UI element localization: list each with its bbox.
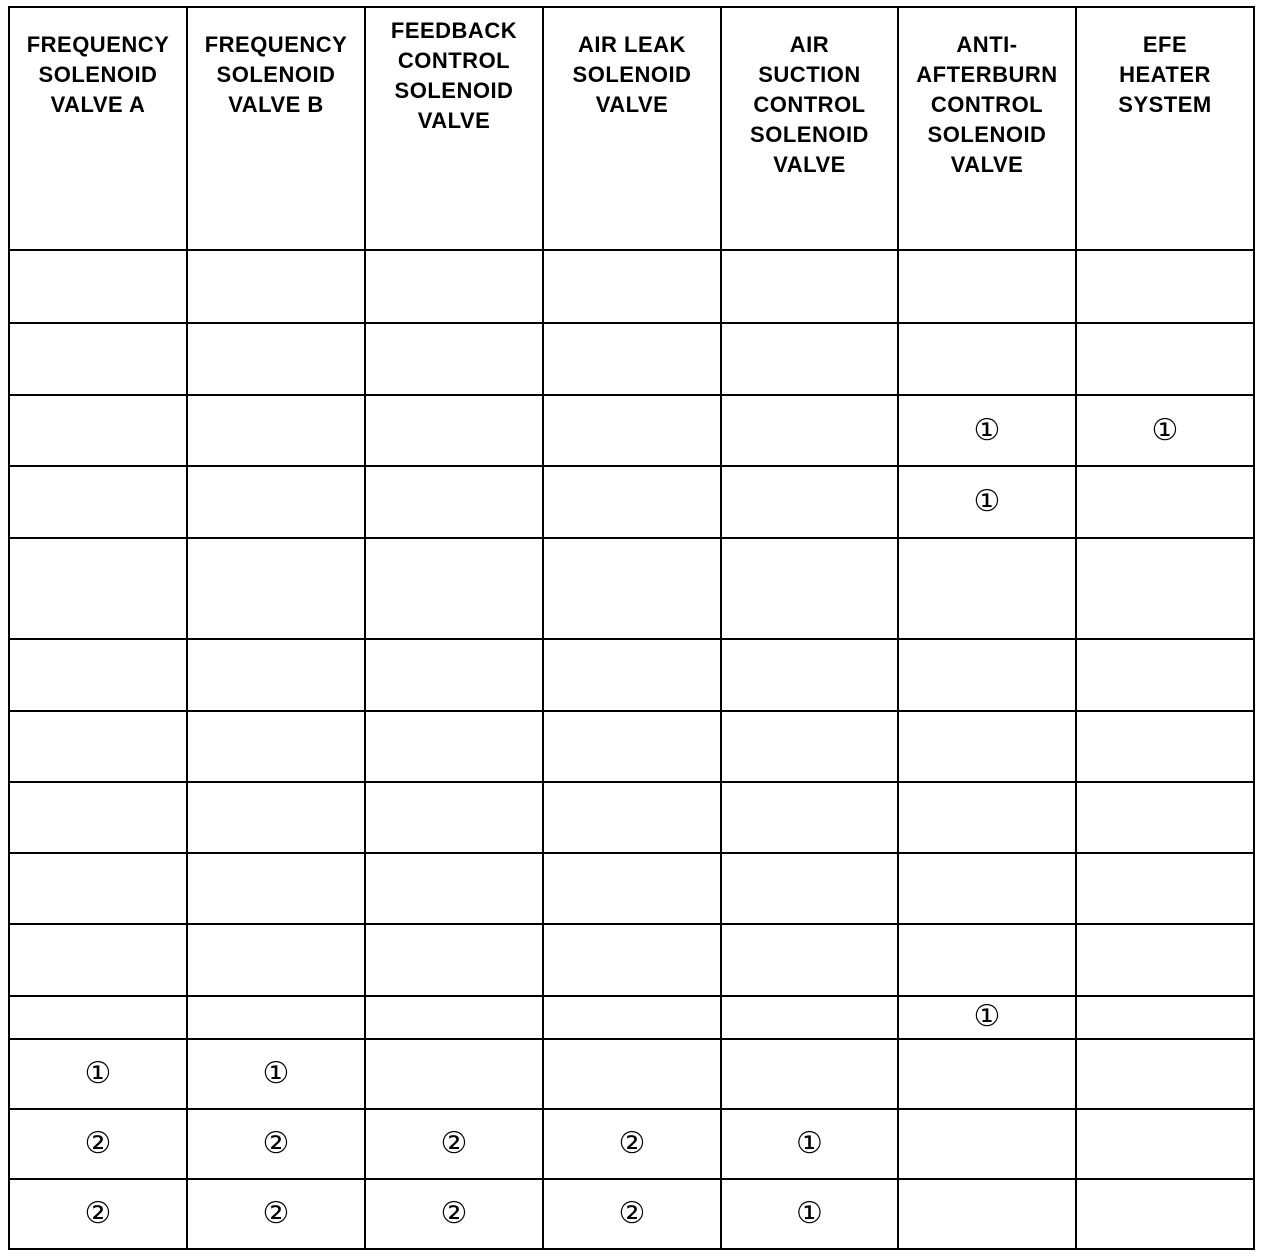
table-cell	[1076, 395, 1254, 466]
table-row	[9, 395, 1254, 466]
cell-mark: ②	[618, 1195, 646, 1231]
table-cell	[543, 924, 721, 996]
table-cell	[187, 1179, 365, 1249]
table-cell	[187, 395, 365, 466]
cell-mark: ①	[796, 1195, 823, 1231]
cell-mark: ②	[84, 1195, 112, 1231]
table-row	[9, 996, 1254, 1038]
table-cell	[898, 395, 1076, 466]
header-air-leak-solenoid-valve	[543, 7, 721, 250]
table-cell	[898, 323, 1076, 395]
table-cell	[898, 853, 1076, 924]
cell-mark: ①	[84, 1055, 112, 1091]
table-cell	[9, 323, 187, 395]
table-cell	[9, 466, 187, 537]
table-cell	[9, 250, 187, 323]
header-label: FEEDBACK CONTROL SOLENOID VALVE	[390, 18, 518, 133]
table-cell	[365, 853, 543, 924]
table-cell	[187, 466, 365, 537]
solenoid-valve-table	[8, 6, 1255, 1250]
table-cell	[9, 395, 187, 466]
header-label: AIR LEAK SOLENOID VALVE	[572, 32, 692, 117]
cell-mark: ①	[973, 483, 1001, 519]
table-cell	[898, 996, 1076, 1038]
table-cell	[898, 782, 1076, 853]
table-cell	[898, 711, 1076, 782]
cell-mark: ①	[1151, 412, 1179, 448]
cell-mark: ②	[84, 1125, 112, 1161]
table-cell	[1076, 1179, 1254, 1249]
cell-mark: ②	[440, 1195, 468, 1231]
table-cell	[721, 782, 898, 853]
table-cell	[543, 1179, 721, 1249]
cell-mark: ①	[796, 1125, 823, 1161]
table-row	[9, 853, 1254, 924]
table-cell	[898, 639, 1076, 711]
table-cell	[9, 711, 187, 782]
table-cell	[721, 250, 898, 323]
table-cell	[543, 323, 721, 395]
header-label: EFE HEATER SYSTEM	[1118, 32, 1212, 117]
table-cell	[898, 466, 1076, 537]
table-cell	[1076, 538, 1254, 639]
table-cell	[1076, 323, 1254, 395]
cell-mark: ②	[262, 1195, 290, 1231]
table-cell	[9, 996, 187, 1038]
table-cell	[721, 1109, 898, 1179]
table-cell	[898, 1179, 1076, 1249]
table-cell	[721, 1039, 898, 1109]
table-row	[9, 538, 1254, 639]
table-cell	[1076, 639, 1254, 711]
table-cell	[721, 538, 898, 639]
table-cell	[9, 639, 187, 711]
table-row	[9, 782, 1254, 853]
table-cell	[187, 323, 365, 395]
table-cell	[365, 1039, 543, 1109]
table-row	[9, 711, 1254, 782]
table-cell	[898, 1109, 1076, 1179]
table-cell	[187, 853, 365, 924]
table-cell	[365, 1109, 543, 1179]
table-row	[9, 323, 1254, 395]
table-cell	[9, 853, 187, 924]
table-cell	[1076, 924, 1254, 996]
header-label: AIR SUCTION CONTROL SOLENOID VALVE	[750, 32, 869, 177]
header-frequency-solenoid-valve-a	[9, 7, 187, 250]
table-cell	[365, 711, 543, 782]
table-cell	[1076, 782, 1254, 853]
header-label: FREQUENCY SOLENOID VALVE B	[204, 32, 348, 117]
table-cell	[365, 538, 543, 639]
table-cell	[721, 853, 898, 924]
table-cell	[1076, 996, 1254, 1038]
table-cell	[365, 250, 543, 323]
table-cell	[9, 782, 187, 853]
table-cell	[721, 639, 898, 711]
table-cell	[1076, 1109, 1254, 1179]
table-cell	[365, 639, 543, 711]
table-cell	[721, 1179, 898, 1249]
table-cell	[721, 466, 898, 537]
table-cell	[1076, 466, 1254, 537]
table-cell	[187, 639, 365, 711]
table-row	[9, 1179, 1254, 1249]
cell-mark: ②	[618, 1125, 646, 1161]
table-cell	[9, 1179, 187, 1249]
table-cell	[9, 538, 187, 639]
table-cell	[543, 538, 721, 639]
cell-mark: ②	[262, 1125, 290, 1161]
table-cell	[543, 711, 721, 782]
table-cell	[1076, 1039, 1254, 1109]
table-cell	[365, 466, 543, 537]
table-cell	[365, 782, 543, 853]
table-cell	[187, 924, 365, 996]
table-cell	[721, 711, 898, 782]
header-anti-afterburn-control-solenoid-valve	[898, 7, 1076, 250]
table-cell	[898, 924, 1076, 996]
header-air-suction-control-solenoid-valve	[721, 7, 898, 250]
table-cell	[543, 1039, 721, 1109]
table-cell	[721, 924, 898, 996]
table-cell	[543, 250, 721, 323]
table-cell	[1076, 250, 1254, 323]
header-row	[9, 7, 1254, 250]
header-efe-heater-system	[1076, 7, 1254, 250]
cell-mark: ②	[440, 1125, 468, 1161]
table-cell	[543, 466, 721, 537]
table-cell	[543, 782, 721, 853]
cell-mark: ①	[973, 999, 1001, 1035]
table-cell	[365, 395, 543, 466]
table-cell	[543, 1109, 721, 1179]
table-cell	[898, 250, 1076, 323]
header-feedback-control-solenoid-valve	[365, 7, 543, 250]
table-cell	[721, 395, 898, 466]
table-cell	[898, 1039, 1076, 1109]
table-cell	[543, 996, 721, 1038]
table-row	[9, 1039, 1254, 1109]
table-row	[9, 1109, 1254, 1179]
header-frequency-solenoid-valve-b	[187, 7, 365, 250]
table-cell	[543, 853, 721, 924]
table-cell	[1076, 853, 1254, 924]
table-cell	[9, 1109, 187, 1179]
table-cell	[187, 782, 365, 853]
cell-mark: ①	[262, 1055, 290, 1091]
table-cell	[187, 711, 365, 782]
table-row	[9, 924, 1254, 996]
table-row	[9, 250, 1254, 323]
table-cell	[721, 323, 898, 395]
header-label: FREQUENCY SOLENOID VALVE A	[26, 32, 170, 117]
table-cell	[898, 538, 1076, 639]
table-cell	[365, 1179, 543, 1249]
table-cell	[9, 1039, 187, 1109]
table-cell	[187, 1039, 365, 1109]
cell-mark: ①	[973, 412, 1001, 448]
table-row	[9, 639, 1254, 711]
table-cell	[543, 395, 721, 466]
table-cell	[9, 924, 187, 996]
table-cell	[365, 924, 543, 996]
table-cell	[187, 250, 365, 323]
table-cell	[365, 323, 543, 395]
header-label: ANTI- AFTERBURN CONTROL SOLENOID VALVE	[916, 32, 1058, 177]
table-cell	[187, 538, 365, 639]
table-cell	[187, 996, 365, 1038]
table-cell	[1076, 711, 1254, 782]
table-cell	[187, 1109, 365, 1179]
table-cell	[543, 639, 721, 711]
table-cell	[365, 996, 543, 1038]
table-cell	[721, 996, 898, 1038]
table-row	[9, 466, 1254, 537]
